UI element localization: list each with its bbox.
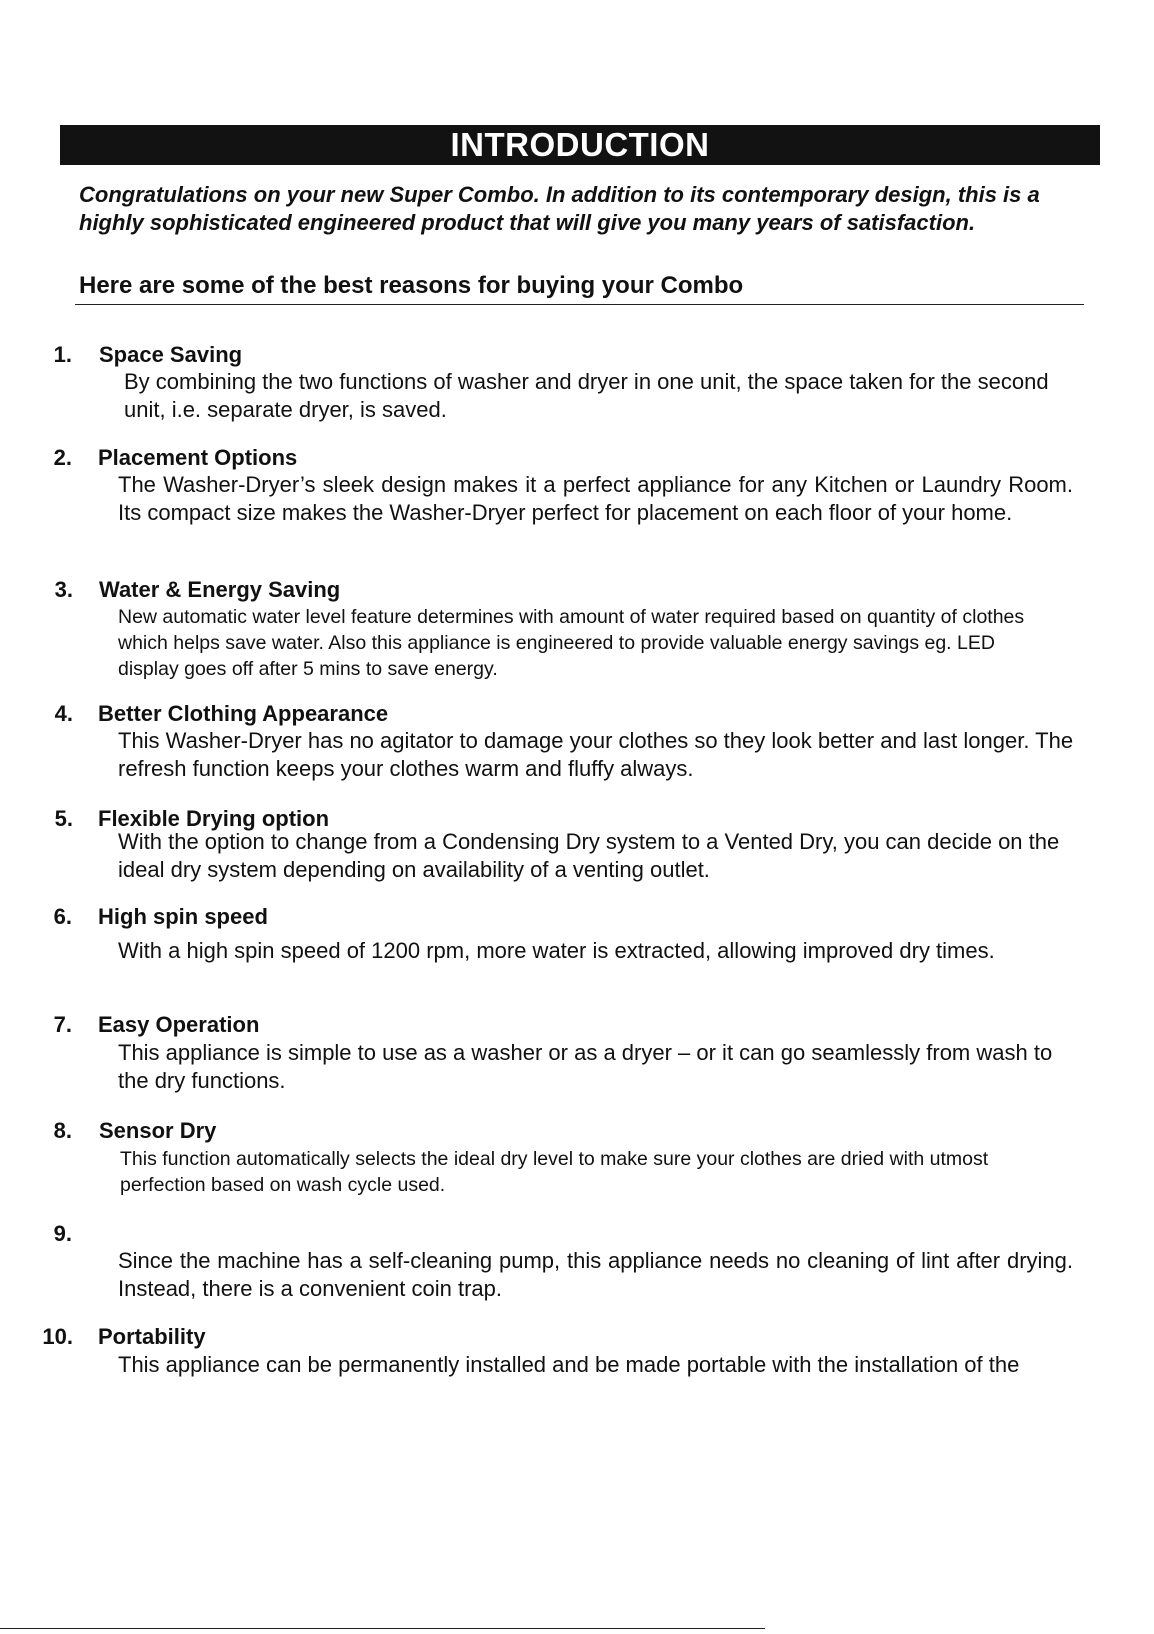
item-body: The Washer-Dryer’s sleek design makes it a perfect appliance for any Kitchen or Laundry Room. Its compact size makes the Washer-Dryer perfect for placement on each floor of your home. [118, 472, 1073, 525]
item-title: Sensor Dry [99, 1118, 217, 1143]
item-number: 3. [54, 577, 73, 602]
page-title: INTRODUCTION [60, 125, 1100, 165]
item-body: With a high spin speed of 1200 rpm, more water is extracted, allowing improved dry times. [118, 938, 995, 963]
item-number: 4. [54, 701, 73, 726]
item-title: Water & Energy Saving [99, 577, 341, 602]
item-body: New automatic water level feature determines with amount of water required based on quantity of clothes which helps save water. Also this appliance is engineered to provide valuable energy savings eg. LED display goes off after 5 mins to save energy. [118, 606, 1025, 680]
item-title: Space Saving [99, 342, 243, 367]
item-title: Portability [98, 1324, 206, 1349]
item-body: This appliance is simple to use as a washer or as a dryer – or it can go seamlessly from wash to the dry functions. [118, 1040, 1053, 1093]
reasons-heading: Here are some of the best reasons for buying your Combo [75, 271, 1084, 305]
item-number: 6. [53, 904, 72, 929]
item-number: 7. [53, 1012, 72, 1037]
intro-paragraph: Congratulations on your new Super Combo. In addition to its contemporary design, this is a highly sophisticated engineered product that will give you many years of satisfaction. [79, 182, 1040, 235]
item-title: High spin speed [98, 904, 268, 929]
item-body: This appliance can be permanently installed and be made portable with the installation of the [118, 1352, 1020, 1377]
item-body: Since the machine has a self-cleaning pump, this appliance needs no cleaning of lint after drying. Instead, there is a convenient coin trap. [118, 1248, 1073, 1301]
item-title: Better Clothing Appearance [98, 701, 389, 726]
item-body: By combining the two functions of washer and dryer in one unit, the space taken for the second unit, i.e. separate dryer, is saved. [124, 369, 1049, 422]
item-number: 10. [42, 1324, 73, 1349]
item-body: With the option to change from a Condensing Dry system to a Vented Dry, you can decide on the ideal dry system depending on availability of a venting outlet. [118, 829, 1060, 882]
item-body: This Washer-Dryer has no agitator to damage your clothes so they look better and last longer. The refresh function keeps your clothes warm and fluffy always. [118, 728, 1074, 781]
item-title: Easy Operation [98, 1012, 260, 1037]
item-title: Placement Options [98, 445, 298, 470]
item-number: 9. [53, 1221, 72, 1246]
item-number: 8. [53, 1118, 72, 1143]
item-title: Flexible Drying option [98, 806, 330, 831]
item-number: 5. [54, 806, 73, 831]
item-number: 2. [53, 445, 72, 470]
item-number: 1. [53, 342, 72, 367]
item-body: This function automatically selects the ideal dry level to make sure your clothes are dried with utmost perfection based on wash cycle used. [120, 1148, 989, 1196]
footer-rule [0, 1628, 765, 1629]
